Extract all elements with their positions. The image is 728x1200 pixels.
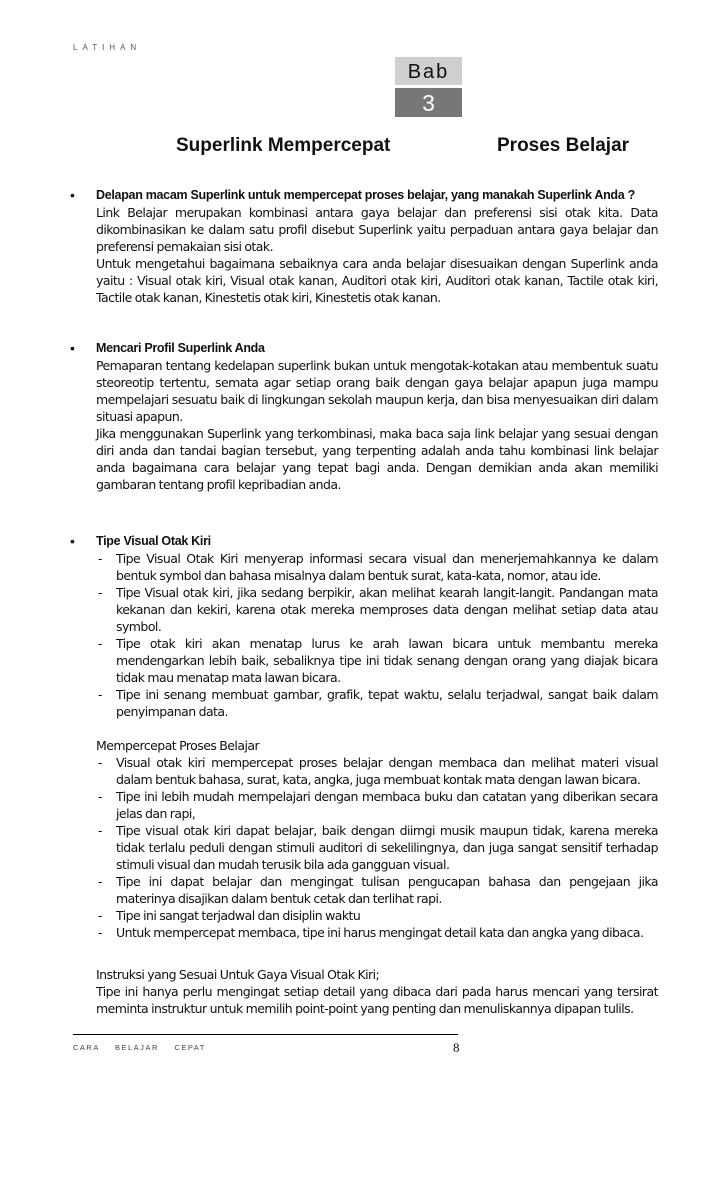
chapter-word: Bab: [395, 57, 462, 85]
instruction-title: Instruksi yang Sesuai Untuk Gaya Visual Otak Kiri;: [96, 967, 380, 982]
page-number: 8: [453, 1040, 460, 1055]
section-superlink-types: [70, 187, 658, 306]
paragraph: Pemaparan tentang kedelapan superlink bukan untuk mengotak-kotakan atau membentuk suatu steoreotip tertentu, semata agar setiap orang baik dengan gaya belajar apapun juga mampu mempelajari sesuatu baik di lingkungan sekolah maupun kerja, dan bisa menyesuaikan diri dalam situasi apapun.: [96, 358, 658, 424]
chapter-box: [395, 57, 462, 117]
list-item: - Tipe ini senang membuat gambar, grafik, tepat waktu, selalu terjadwal, sangat baik dalam penyimpanan data.: [98, 687, 658, 719]
running-header: LATIHAN: [73, 43, 142, 52]
paragraph: Jika menggunakan Superlink yang terkombinasi, maka baca saja link belajar yang sesuai dengan diri anda dan tandai bagian tersebut, yang terpenting adalah anda tahu kombinasi link belajar anda bagaimana cara belajar yang tepat bagi anda. Dengan demikian anda akan memiliki gambaran tentang profil kepribadian anda.: [96, 426, 658, 492]
bullet-icon: •: [70, 187, 75, 203]
section-heading: Delapan macam Superlink untuk mempercepat proses belajar, yang manakah Superlink Anda ?: [96, 188, 635, 202]
page-title-right: Proses Belajar: [497, 135, 630, 156]
learning-tips-list: [96, 754, 658, 941]
list-item: - Tipe Visual otak kiri, jika sedang berpikir, akan melihat kearah langit-langit. Pandangan mata kekanan dan kekiri, karena otak mereka memproses data dengan melihat setiap data atau symbol.: [98, 585, 658, 634]
footer-divider: [73, 1034, 458, 1035]
paragraph: Untuk mengetahui bagaimana sebaiknya cara anda belajar disesuaikan dengan Superlink anda yaitu : Visual otak kiri, Visual otak kanan, Auditori otak kiri, Auditori otak kanan, Tactile otak kiri, Tactile otak kanan, Kinestetis otak kiri, Kinestetis otak kanan.: [96, 256, 658, 305]
bullet-icon: •: [70, 340, 75, 356]
list-item: - Tipe ini dapat belajar dan mengingat tulisan pengucapan bahasa dan pengejaan jika materinya disajikan dalam bentuk cetak dan terlihat rapi.: [98, 874, 658, 906]
footer-label: CARA BELAJAR CEPAT: [73, 1043, 206, 1052]
list-item: - Tipe Visual Otak Kiri menyerap informasi secara visual dan menerjemahkannya ke dalam bentuk symbol dan bahasa misalnya dalam bentuk surat, kata-kata, nomor, atau ide.: [98, 551, 658, 583]
subheading: Mempercepat Proses Belajar: [96, 738, 260, 753]
list-item: - Untuk mempercepat membaca, tipe ini harus mengingat detail kata dan angka yang dibaca.: [98, 925, 644, 940]
list-item: - Visual otak kiri mempercepat proses belajar dengan membaca dan melihat materi visual dalam bentuk bahasa, surat, kata, angka, juga membuat kontak mata dengan lawan bicara.: [98, 755, 658, 787]
section-heading: Tipe Visual Otak Kiri: [96, 534, 211, 548]
section-visual-left-brain: [70, 533, 658, 1017]
trait-list: [96, 550, 658, 720]
list-item: - Tipe otak kiri akan menatap lurus ke arah lawan bicara untuk membantu mereka mendengarkan lebih baik, sebaliknya tipe ini tidak senang dengan orang yang diajak bicara tidak mau menatap mata lawan bicara.: [98, 636, 658, 685]
bullet-icon: •: [70, 533, 75, 549]
list-item: - Tipe visual otak kiri dapat belajar, baik dengan diirngi musik maupun tidak, karena mereka tidak terlalu peduli dengan stimuli auditori di sekelilingnya, dan juga sangat sensitif terhadap stimuli visual dan mudah terusik bila ada gangguan visual.: [98, 823, 658, 872]
chapter-number: 3: [395, 88, 462, 117]
list-item: - Tipe ini lebih mudah mempelajari dengan membaca buku dan catatan yang diberikan secara jelas dan rapi,: [98, 789, 658, 821]
instruction-text: Tipe ini hanya perlu mengingat setiap detail yang dibaca dari pada harus mencari yang tersirat meminta instruktur untuk memilih point-point yang penting dan menuliskannya dipapan tulils.: [96, 984, 658, 1016]
list-item: - Tipe ini sangat terjadwal dan disiplin waktu: [98, 908, 361, 923]
section-heading: Mencari Profil Superlink Anda: [96, 341, 265, 355]
page-title-left: Superlink Mempercepat: [176, 135, 391, 156]
section-find-profile: [70, 340, 658, 493]
paragraph: Link Belajar merupakan kombinasi antara gaya belajar dan preferensi sisi otak kita. Data dikombinasikan ke dalam satu profil disebut Superlink yaitu perpaduan antara gaya belajar dan preferensi pemakaian sisi otak.: [96, 205, 658, 254]
